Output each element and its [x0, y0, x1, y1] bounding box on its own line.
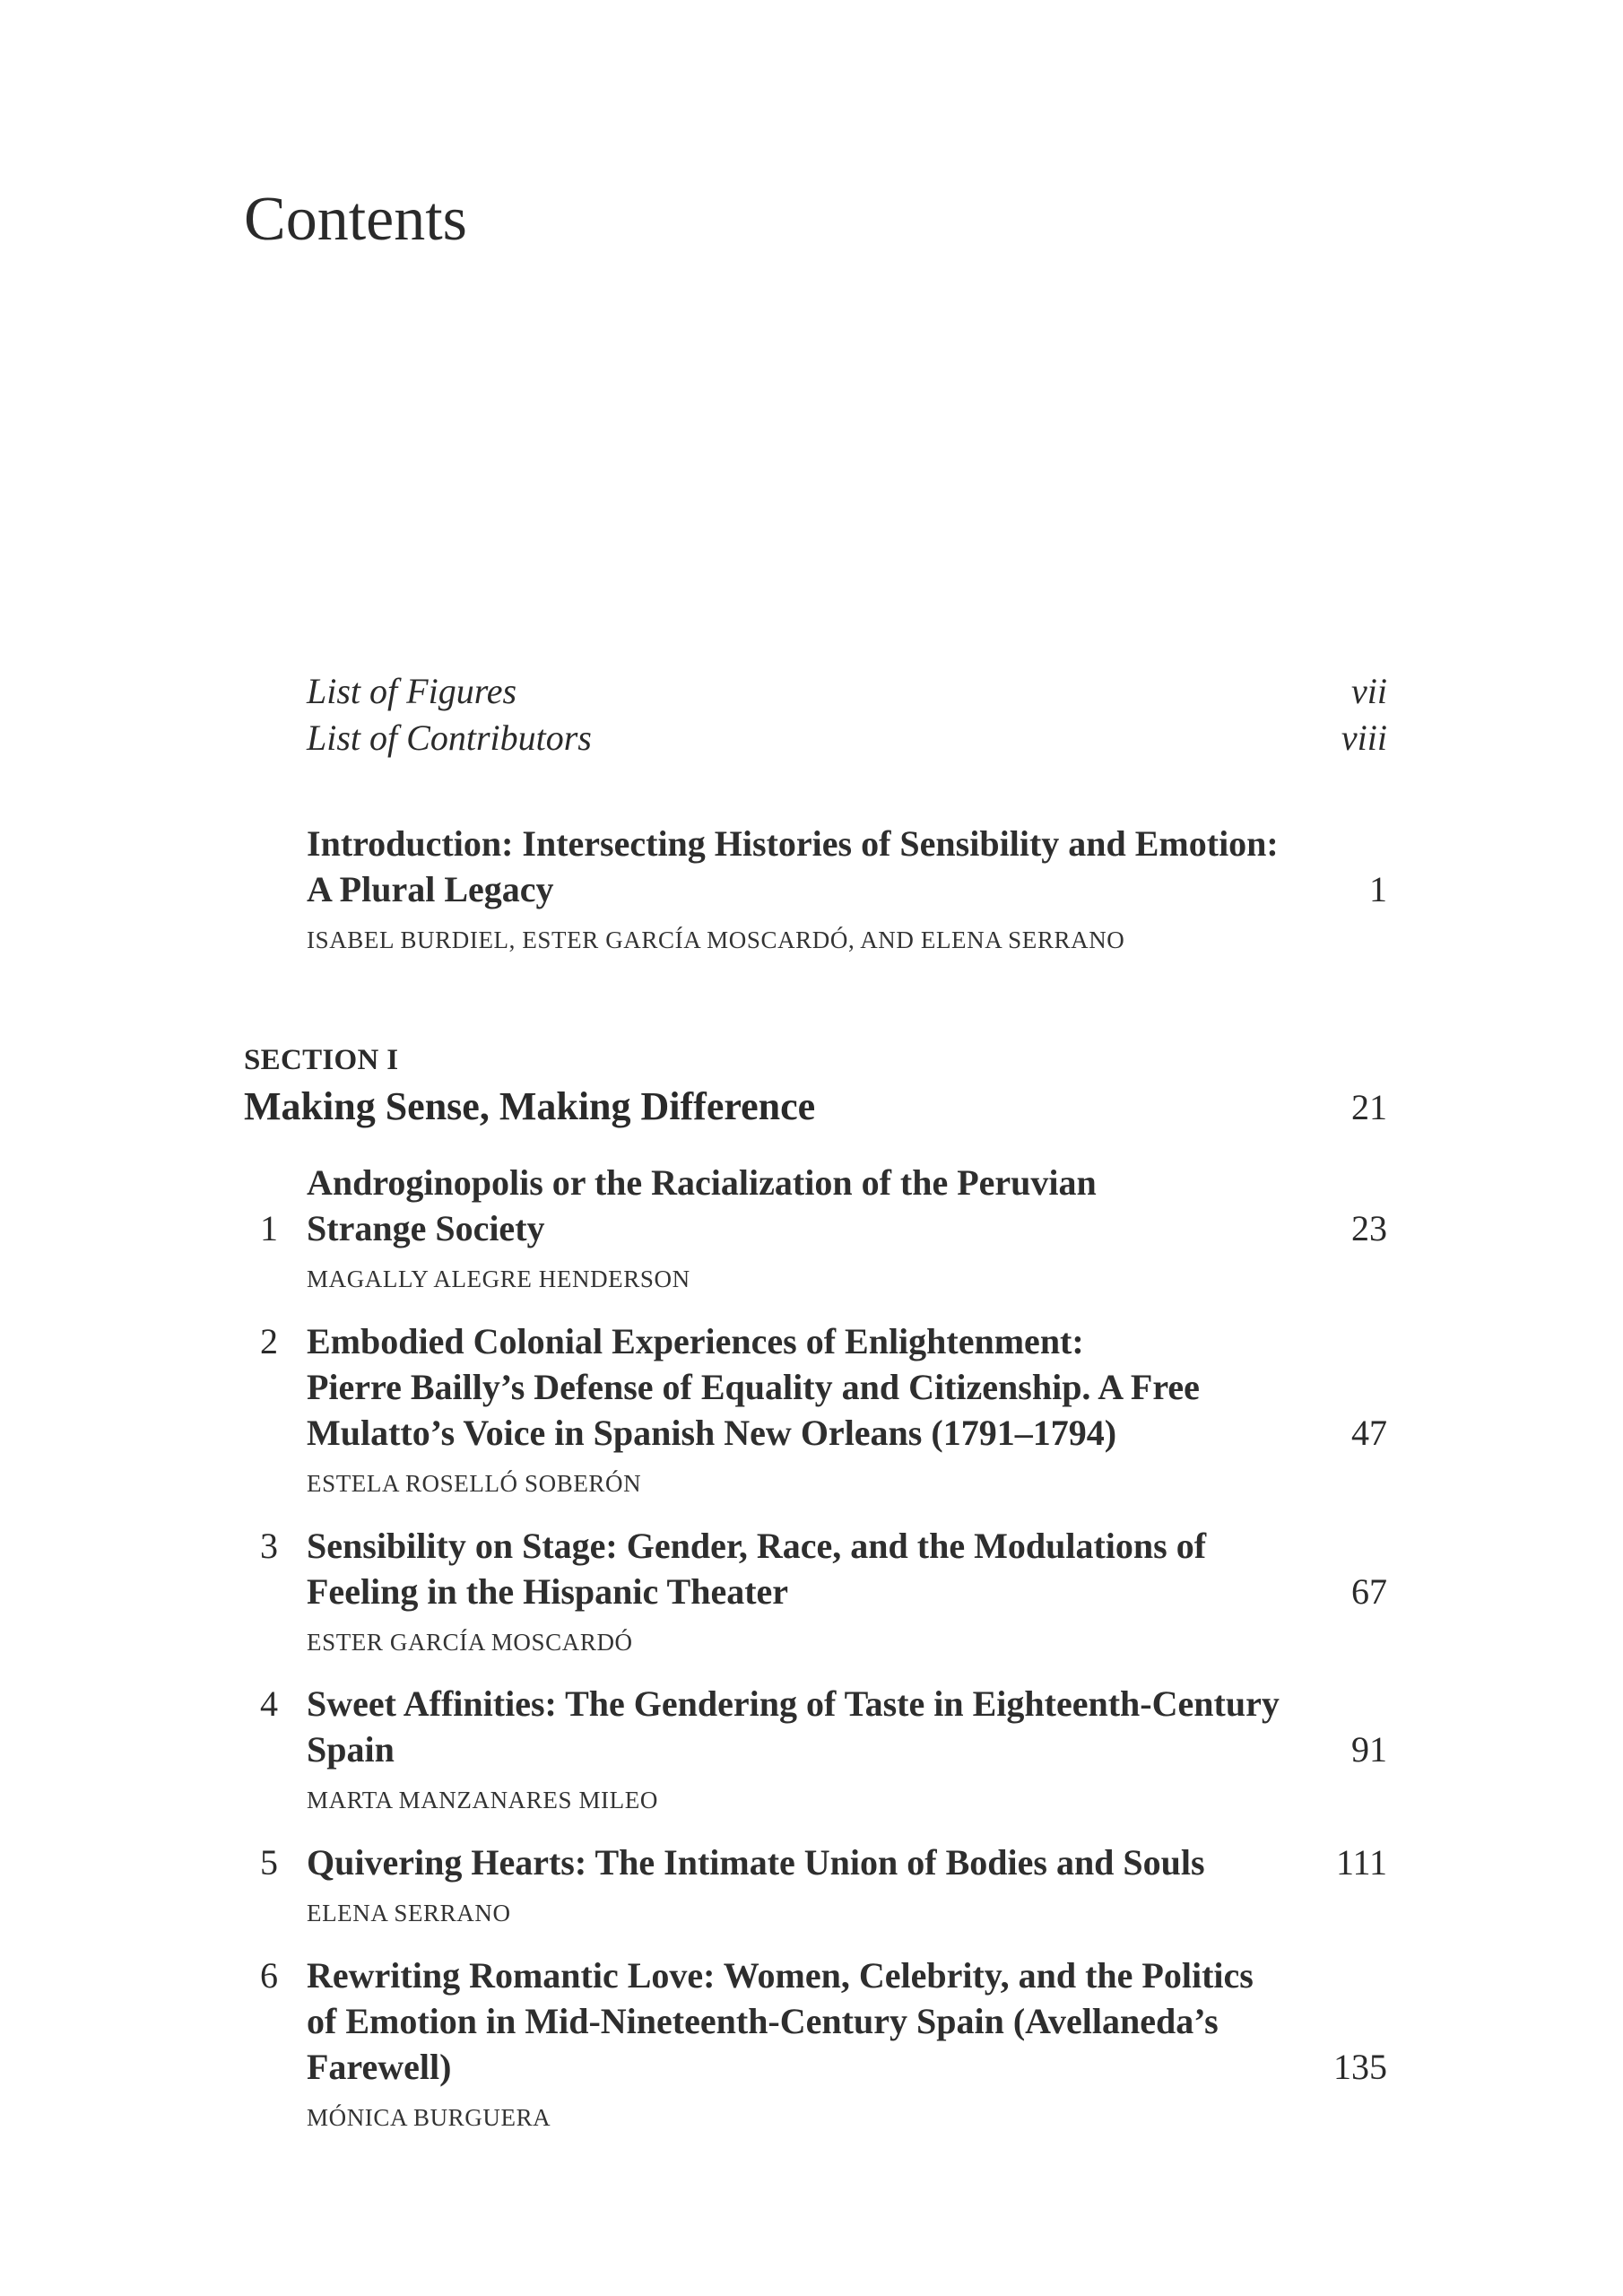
- entry-page: 67: [1351, 1571, 1387, 1612]
- entry-title: List of Figures: [307, 671, 517, 711]
- toc-entry-chapter-2[interactable]: [244, 1318, 1387, 1499]
- toc-entry-introduction[interactable]: [244, 821, 1387, 955]
- entry-authors: MARTA MANZANARES MILEO: [307, 1787, 658, 1813]
- entry-title: Embodied Colonial Experiences of Enlightenment: Pierre Bailly’s Defense of Equality and Citizenship. A Free Mulatto’s Voice in Spanish New Orleans (1791–1794): [307, 1321, 1200, 1453]
- entry-page: 91: [1351, 1729, 1387, 1770]
- page-title: Contents: [244, 185, 467, 254]
- entry-page: 111: [1335, 1842, 1387, 1883]
- entry-title: List of Contributors: [307, 718, 592, 758]
- entry-page: viii: [1341, 718, 1387, 758]
- entry-authors: ISABEL BURDIEL, ESTER GARCÍA MOSCARDÓ, AND ELENA SERRANO: [307, 926, 1125, 953]
- entry-number: 4: [260, 1683, 278, 1724]
- toc-entry-list-of-contributors[interactable]: [307, 715, 1387, 761]
- toc-entry-chapter-1[interactable]: [244, 1160, 1387, 1294]
- entry-page: 23: [1351, 1208, 1387, 1248]
- section-page: 21: [1351, 1087, 1387, 1127]
- entry-title: Quivering Hearts: The Intimate Union of Bodies and Souls: [307, 1842, 1205, 1883]
- entry-title: Androginopolis or the Racialization of the Peruvian Strange Society: [307, 1162, 1097, 1248]
- entry-page: 135: [1333, 2047, 1387, 2087]
- entry-page: 1: [1369, 869, 1387, 909]
- entry-authors: ELENA SERRANO: [307, 1900, 511, 1926]
- entry-title: Introduction: Intersecting Histories of Sensibility and Emotion: A Plural Legacy: [307, 823, 1279, 909]
- entry-authors: ESTELA ROSELLÓ SOBERÓN: [307, 1470, 642, 1497]
- entry-authors: MAGALLY ALEGRE HENDERSON: [307, 1265, 690, 1292]
- entry-title: Sweet Affinities: The Gendering of Taste in Eighteenth-Century Spain: [307, 1683, 1280, 1770]
- toc-entry-chapter-5[interactable]: [244, 1839, 1387, 1928]
- section-heading[interactable]: [244, 1042, 1387, 1130]
- entry-authors: MÓNICA BURGUERA: [307, 2104, 551, 2131]
- section-label: SECTION I: [244, 1044, 399, 1076]
- entry-title: Sensibility on Stage: Gender, Race, and the Modulations of Feeling in the Hispanic Theater: [307, 1526, 1207, 1612]
- entry-number: 1: [260, 1208, 278, 1248]
- toc-entry-chapter-3[interactable]: [244, 1523, 1387, 1657]
- toc-entry-chapter-6[interactable]: [244, 1952, 1387, 2133]
- entry-title: Rewriting Romantic Love: Women, Celebrity, and the Politics of Emotion in Mid-Nineteenth-Century Spain (Avellaneda’s Farewell): [307, 1955, 1254, 2087]
- front-matter-list: [307, 668, 1387, 761]
- entry-number: 5: [260, 1842, 278, 1883]
- entry-page: 47: [1351, 1413, 1387, 1453]
- section-title: Making Sense, Making Difference: [244, 1084, 816, 1128]
- entry-number: 6: [260, 1955, 278, 1996]
- toc-entry-list-of-figures[interactable]: [307, 668, 1387, 715]
- toc-entry-chapter-4[interactable]: [244, 1681, 1387, 1815]
- entry-number: 3: [260, 1526, 278, 1566]
- entry-number: 2: [260, 1321, 278, 1361]
- entry-authors: ESTER GARCÍA MOSCARDÓ: [307, 1629, 633, 1656]
- entry-page: vii: [1351, 671, 1387, 711]
